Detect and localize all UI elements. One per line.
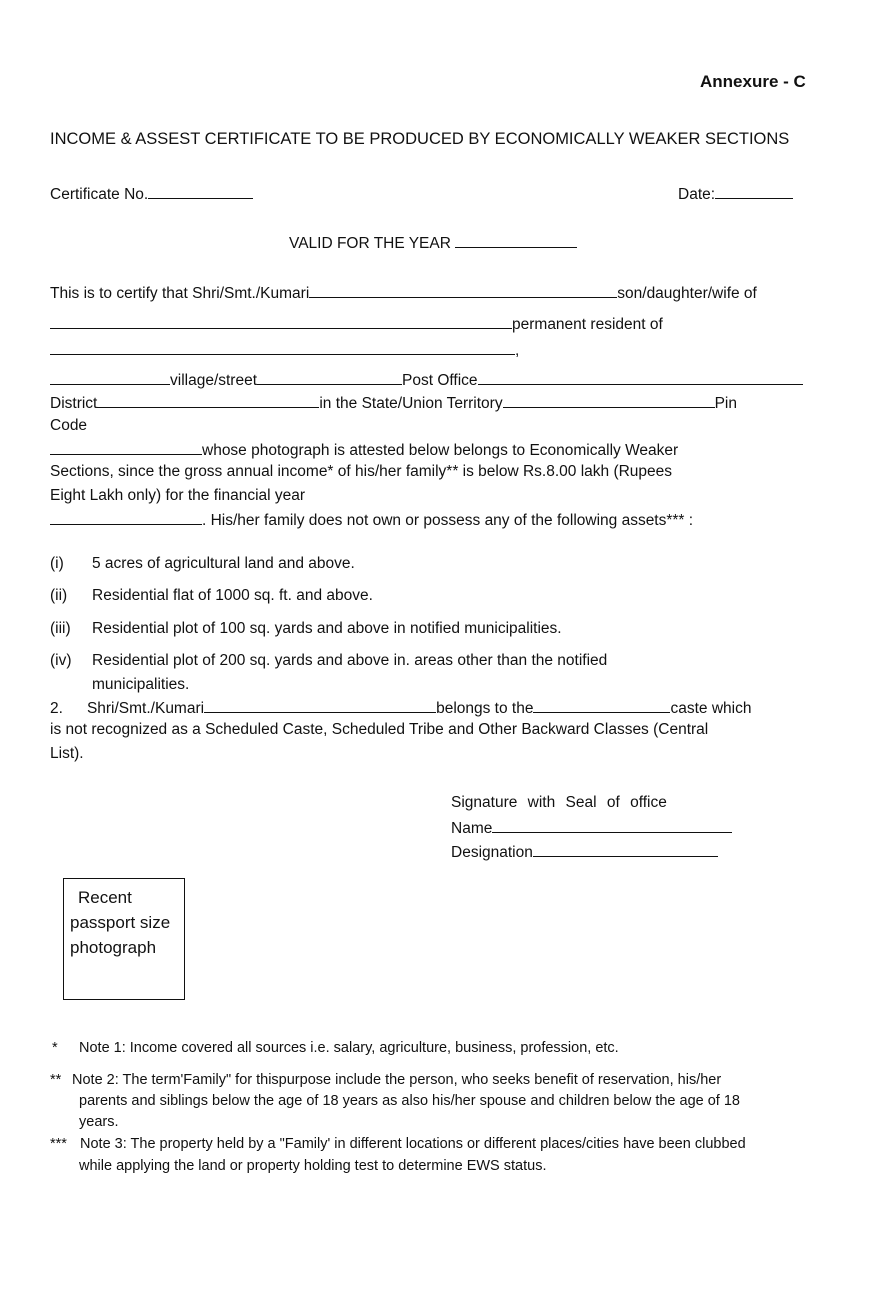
para2-row <box>50 698 751 718</box>
para2-name-field[interactable] <box>204 698 436 713</box>
son-of-label: son/daughter/wife of <box>617 285 757 302</box>
name-label: Name <box>451 820 493 837</box>
para2-number: 2. <box>50 700 63 717</box>
district-row <box>50 393 737 413</box>
photograph-box[interactable] <box>63 878 185 1000</box>
district-label: District <box>50 395 98 412</box>
designation-label: Designation <box>451 844 533 861</box>
designation-field[interactable] <box>533 842 718 857</box>
body-line-4 <box>50 510 693 530</box>
asset-number: (ii) <box>50 587 68 604</box>
asset-number: (iii) <box>50 620 71 637</box>
note-2-line-3: years. <box>79 1114 119 1130</box>
note-3-mark: *** <box>50 1136 67 1152</box>
applicant-name-field[interactable] <box>309 283 617 298</box>
body-text-4: . His/her family does not own or possess any of the following assets*** : <box>202 512 694 529</box>
officer-name-field[interactable] <box>492 818 732 833</box>
note-1-mark: * <box>52 1040 58 1056</box>
asset-text: Residential flat of 1000 sq. ft. and above. <box>92 587 373 604</box>
name-row <box>451 818 732 838</box>
certificate-no-row <box>50 184 253 204</box>
body-text-1: whose photograph is attested below belongs to Economically Weaker <box>202 442 679 459</box>
date-field[interactable] <box>715 184 793 199</box>
asset-text: Residential plot of 100 sq. yards and above in notified municipalities. <box>92 620 562 637</box>
financial-year-field[interactable] <box>50 510 202 525</box>
valid-year-row <box>289 233 577 253</box>
body-line-3: Eight Lakh only) for the financial year <box>50 487 306 504</box>
date-label: Date: <box>678 186 716 203</box>
photo-label-line-2: passport size <box>70 913 171 932</box>
state-field[interactable] <box>503 393 715 408</box>
asset-text: Residential plot of 200 sq. yards and above in. areas other than the notified <box>92 652 608 669</box>
annexure-label: Annexure - C <box>700 72 806 91</box>
para2-caste-label: caste which <box>670 700 752 717</box>
note-3-line-1: Note 3: The property held by a "Family' in different locations or different places/cities have been clubbed <box>80 1136 746 1152</box>
certificate-no-field[interactable] <box>148 184 253 199</box>
note-1: Note 1: Income covered all sources i.e. salary, agriculture, business, profession, etc. <box>79 1040 619 1056</box>
para2-name-label: Shri/Smt./Kumari <box>86 700 205 717</box>
para2-line-3: List). <box>50 745 84 762</box>
address-comma: , <box>515 342 520 359</box>
para2-belongs-label: belongs to the <box>436 700 534 717</box>
street-field[interactable] <box>257 370 402 385</box>
certify-row <box>50 283 757 303</box>
asset-text: 5 acres of agricultural land and above. <box>92 555 355 572</box>
pin-code-field[interactable] <box>50 440 202 455</box>
asset-number: (iv) <box>50 652 72 669</box>
page-title: INCOME & ASSEST CERTIFICATE TO BE PRODUCED BY ECONOMICALLY WEAKER SECTIONS <box>50 130 790 148</box>
pin-label: Pin <box>714 395 737 412</box>
address-row <box>50 340 519 360</box>
address-field[interactable] <box>50 340 515 355</box>
photo-label-line-1: Recent <box>78 888 132 907</box>
asset-text-continued: municipalities. <box>92 676 190 693</box>
code-label: Code <box>50 417 88 434</box>
para2-line-2: is not recognized as a Scheduled Caste, Scheduled Tribe and Other Backward Classes (Central <box>50 721 709 738</box>
body-line-2: Sections, since the gross annual income* of his/her family** is below Rs.8.00 lakh (Rupees <box>50 463 673 480</box>
photo-label-line-3: photograph <box>70 938 157 957</box>
note-2-line-1: Note 2: The term'Family" for thispurpose include the person, who seeks benefit of reservation, his/her <box>72 1072 722 1088</box>
permanent-resident-label: permanent resident of <box>512 316 663 333</box>
date-row <box>678 184 793 204</box>
caste-field[interactable] <box>533 698 670 713</box>
valid-year-label: VALID FOR THE YEAR <box>289 235 451 252</box>
parent-row <box>50 314 663 334</box>
post-office-label: Post Office <box>402 372 478 389</box>
village-label: village/street <box>170 372 258 389</box>
asset-number: (i) <box>50 555 64 572</box>
body-line-1 <box>50 440 678 460</box>
post-office-field[interactable] <box>478 370 803 385</box>
village-name-field[interactable] <box>50 370 170 385</box>
note-2-line-2: parents and siblings below the age of 18 years as also his/her spouse and children below the age of 18 <box>79 1093 740 1109</box>
district-field[interactable] <box>97 393 319 408</box>
certify-text: This is to certify that Shri/Smt./Kumari <box>50 285 310 302</box>
note-3-line-2: while applying the land or property holding test to determine EWS status. <box>79 1158 547 1174</box>
note-2-mark: ** <box>50 1072 62 1088</box>
designation-row <box>451 842 718 862</box>
parent-name-field[interactable] <box>50 314 512 329</box>
signature-label: Signature with Seal of office <box>451 794 667 811</box>
certificate-no-label: Certificate No. <box>50 186 149 203</box>
village-row <box>50 370 803 390</box>
state-label: in the State/Union Territory <box>319 395 503 412</box>
valid-year-field[interactable] <box>455 233 577 248</box>
